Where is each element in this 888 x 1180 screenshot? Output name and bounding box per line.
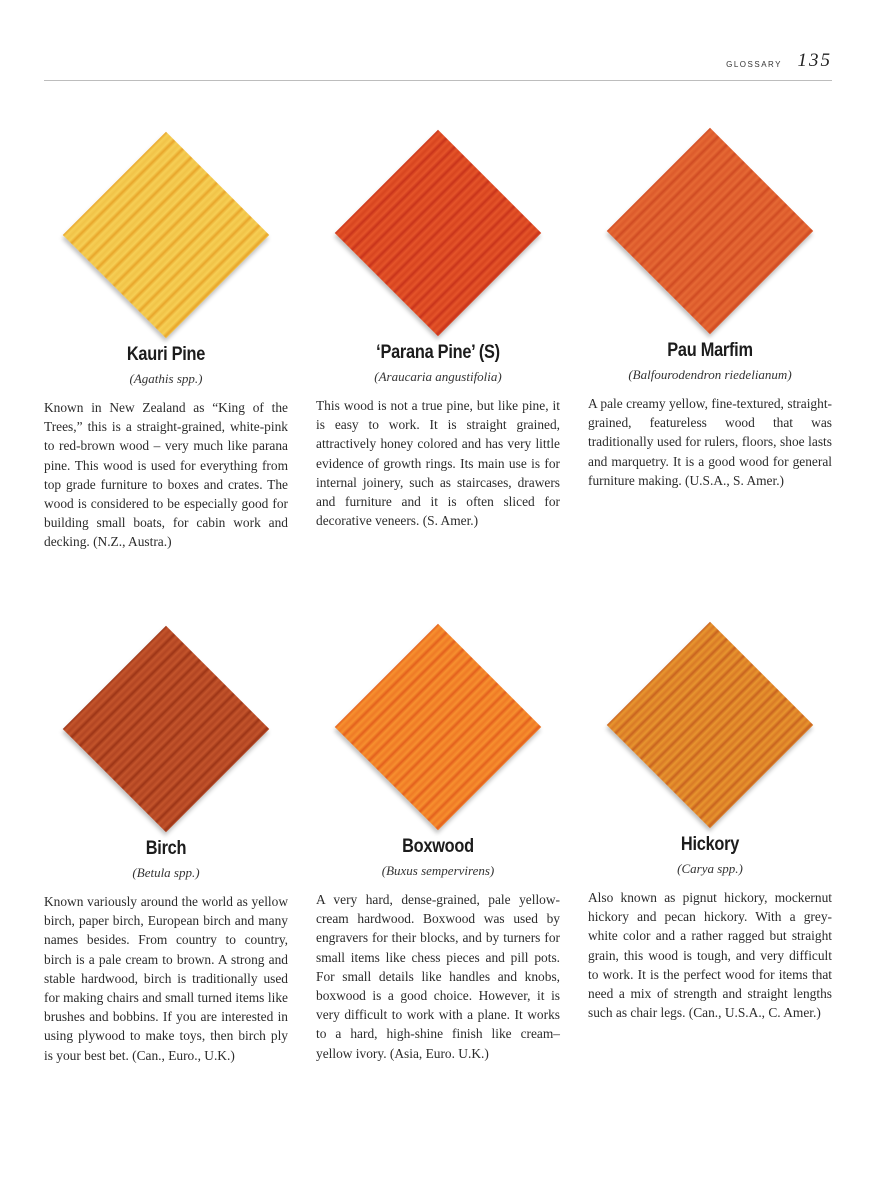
wood-description: This wood is not a true pine, but like pine, it is easy to work. It is straight grained, attractively honey colored and has very little evidence of growth rings. Its main use is for internal joinery, such as staircases, drawers and furniture and it is often sliced for decorative veneers. (S. Amer.)	[316, 398, 560, 529]
latin-name: (Araucaria angustifolia)	[374, 369, 502, 384]
section-label: GLOSSARY	[726, 60, 782, 69]
wood-entry-birch	[44, 622, 288, 1065]
wood-entry-boxwood	[316, 620, 560, 1063]
wood-swatch-image	[607, 622, 813, 828]
latin-name: (Carya spp.)	[677, 861, 743, 876]
wood-name: Birch	[145, 838, 187, 859]
wood-entry-pau-marfim	[588, 124, 832, 490]
wood-entry-parana-pine	[316, 126, 560, 530]
latin-name: (Agathis spp.)	[129, 371, 203, 386]
wood-entry-hickory	[588, 618, 832, 1022]
wood-description: A pale creamy yellow, fine-textured, straight-grained, featureless wood that was traditionally used for rulers, floors, shoe lasts and marquetry. It is a good wood for general furniture making. (U.S.A., S. Amer.)	[588, 396, 832, 488]
wood-description: Known variously around the world as yellow birch, paper birch, European birch and many names besides. From country to country, birch is a pale cream to brown. A strong and stable hardwood, birch is traditionally used for making chairs and small turned items like brushes and bobbins. If you are interested in using plywood to make toys, then birch ply is your best bet. (Can., Euro., U.K.)	[44, 894, 288, 1063]
wood-name: Hickory	[680, 834, 740, 855]
running-header	[44, 50, 832, 81]
wood-swatch-image	[335, 130, 541, 336]
wood-name: Boxwood	[402, 836, 474, 857]
wood-entry-kauri-pine	[44, 128, 288, 552]
latin-name: (Buxus sempervirens)	[381, 863, 495, 878]
wood-name: Kauri Pine	[126, 344, 206, 365]
latin-name: (Betula spp.)	[132, 865, 200, 880]
wood-description: A very hard, dense-grained, pale yellow-cream hardwood. Boxwood was used by engravers for their blocks, and by turners for small items like chess pieces and pill pots. For small details like handles and knobs, boxwood is a good choice. However, it is very difficult to work with a plane. It works to a hard, high-shine finish like cream–yellow ivory. (Asia, Euro. U.K.)	[316, 892, 560, 1061]
wood-name: Pau Marfim	[667, 340, 753, 361]
wood-swatch-image	[63, 626, 269, 832]
page-number: 135	[797, 50, 832, 71]
wood-swatch-image	[335, 624, 541, 830]
wood-description: Also known as pignut hickory, mockernut hickory and pecan hickory. With a grey-white color and a rather ragged but straight grain, this wood is tough, and very difficult to work. It is the perfect wood for items that need a mix of strength and straight lengths such as chair legs. (Can., U.S.A., C. Amer.)	[588, 890, 832, 1021]
latin-name: (Balfourodendron riedelianum)	[628, 367, 792, 382]
wood-name: ‘Parana Pine’ (S)	[376, 342, 500, 363]
wood-swatch-image	[607, 128, 813, 334]
wood-description: Known in New Zealand as “King of the Trees,” this is a straight-grained, white-pink to red-brown wood – very much like parana pine. This wood is used for everything from top grade furniture to boxes and crates. The wood is considered to be especially good for building small boats, for cabin work and decking. (N.Z., Austra.)	[44, 400, 288, 550]
wood-swatch-image	[63, 132, 269, 338]
